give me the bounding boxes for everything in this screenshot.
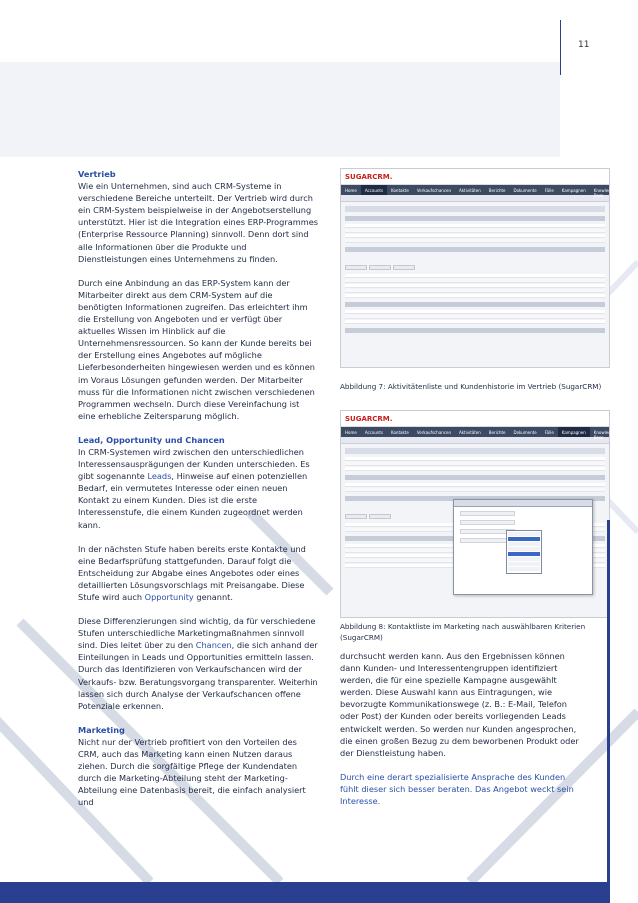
sugarcrm-logo: SUGARCRM.: [345, 414, 393, 423]
crm-row: [345, 488, 605, 492]
crm-button: [369, 514, 391, 519]
crm-nav-item: Home: [345, 188, 357, 193]
dropdown-option: [508, 547, 540, 551]
crm-nav-item: Dokumente: [513, 430, 537, 435]
crm-nav-item: Knowledge Base: [593, 430, 616, 440]
crm-subnav: [341, 195, 609, 202]
paragraph: In der nächsten Stufe haben bereits erste Kontakte und eine Bedarfsprüfung stattgefunden. Darauf folgt die Entscheidung zur Abgabe eines Angebotes oder eines detaillierten Lösungsvorschlags mit Preisangabe. Diese Stufe wird auch Opportunity genannt.: [78, 543, 306, 602]
crm-subnav: [341, 437, 609, 444]
crm-toolbar: [345, 448, 605, 454]
paragraph: Wie ein Unternehmen, sind auch CRM-Systeme in verschiedene Bereiche unterteilt. Der Vertrieb wird durch ein CRM-System beispielweise in der Angebotserstellung unterstützt. Hier ist die Integration eines ERP-Programmes (Enterprise Ressource Planning) sinnvoll. Denn dort sind alle Informationen über die Produkte und Dienstleistungen eines Unternehmens zu finden.: [78, 181, 319, 264]
crm-toolbar: [345, 206, 605, 212]
crm-row: [345, 294, 605, 298]
sugarcrm-logo: SUGARCRM.: [345, 172, 393, 181]
crm-nav-item: Kontakte: [391, 430, 409, 435]
crm-row: [345, 284, 605, 288]
crm-section-header: [345, 328, 605, 333]
paragraph: Diese Differenzierungen sind wichtig, da für verschiedene Stufen unterschiedliche Marketingmaßnahmen sinnvoll sind. Dies leitet über zu den Chancen, die sich anhand der Einteilungen in Leads und Opportunities ermitteln lassen. Durch das Identifizieren von Verkaufschancen wird der Verkaufs- bzw. Beratungsvorgang transparenter. Weiterhin lassen sich durch Analyse der Verkaufschancen offene Potenziale erkennen.: [78, 616, 318, 711]
crm-nav-item: Berichte: [488, 188, 506, 193]
dropdown-option: [508, 532, 540, 536]
term-opportunity: Opportunity: [144, 592, 194, 602]
crm-body: [341, 202, 609, 340]
figure-7-caption: Abbildung 7: Aktivitätenliste und Kundenhistorie im Vertrieb (SugarCRM): [340, 382, 602, 391]
crm-button: [345, 265, 367, 270]
dropdown-option: [508, 542, 540, 546]
dialog-header: [454, 500, 592, 507]
crm-row: [345, 457, 605, 461]
footer-bar: [0, 882, 610, 903]
dropdown-option: [508, 557, 540, 561]
crm-row: [345, 224, 605, 228]
dialog-field: [460, 511, 515, 516]
heading-lead-opportunity: Lead, Opportunity und Chancen: [78, 434, 225, 445]
figure-sugarcrm-contacts: [340, 410, 616, 618]
dropdown-option: [508, 567, 540, 571]
crm-button: [369, 265, 391, 270]
crm-button: [393, 265, 415, 270]
crm-section-header: [345, 247, 605, 252]
crm-row: [345, 462, 605, 466]
crm-nav: [341, 427, 616, 440]
crm-button: [345, 514, 367, 519]
crm-nav-item: Berichte: [488, 430, 506, 435]
paragraph: Durch eine Anbindung an das ERP-System kann der Mitarbeiter direkt aus dem CRM-System auf die benötigten Informationen zugreifen. Das erleichtert ihm die Erstellung von Angeboten und er verfügt über aktuelles Wissen im Hinblick auf die Unternehmensressourcen. So kann der Kunde bereits bei der Erstellung eines Angebotes auf mögliche Lieferbesonderheiten hingewiesen werden und es können im Voraus Lösungen gefunden werden. Der Mitarbeiter muss für die Informationen nicht zwischen verschiedenen Programmen wechseln. Durch diese Vereinfachung ist eine erhebliche Zeitersparung möglich.: [78, 277, 315, 421]
crm-row: [345, 229, 605, 233]
dropdown-option: [508, 552, 540, 556]
heading-vertrieb: Vertrieb: [78, 169, 116, 179]
crm-row: [345, 320, 605, 324]
crm-nav-item: Accounts: [361, 185, 387, 195]
crm-nav-item: Home: [345, 430, 357, 435]
criteria-dropdown-list: [506, 530, 542, 574]
heading-marketing: Marketing: [78, 724, 125, 735]
crm-row: [345, 234, 605, 238]
crm-row: [345, 279, 605, 283]
left-text-column: [78, 168, 318, 821]
right-vertical-rule: [607, 520, 610, 903]
crm-nav-item: Kontakte: [391, 188, 409, 193]
crm-nav-item: Fälle: [544, 188, 554, 193]
crm-section-header: [345, 216, 605, 221]
crm-section-header: [345, 302, 605, 307]
right-text-column: [340, 650, 580, 819]
paragraph: In CRM-Systemen wird zwischen den unterschiedlichen Interessensausprägungen der Kunden unterschieden. Es gibt sogenannte Leads, Hinweise auf einen potenziellen Bedarf, ein vermutetes Interesse oder einen neuen Kontakt zu einem Kunden. Dies ist die erste Interessenstufe, die einem Kunden zugeordnet werden kann.: [78, 446, 310, 530]
term-chancen: Chancen: [195, 640, 232, 651]
crm-nav-item: Kampagnen: [561, 188, 586, 193]
crm-nav-item: Dokumente: [513, 188, 537, 193]
crm-nav-item: Accounts: [364, 430, 384, 435]
crm-row: [345, 483, 605, 487]
crm-nav-item: Aktivitäten: [459, 430, 481, 435]
paragraph: durchsucht werden kann. Aus den Ergebnissen können dann Kunden- und Interessentengruppen identifiziert werden, die für eine spezielle Kampagne ausgewählt werden. Diese Auswahl kann aus Eintragungen, wie bevorzugte Kommunikationswege (z. B.: E-Mail, Telefon oder Post) der Kunden oder bereits vorliegenden Leads entwickelt werden. So werden nur Kunden angesprochen, die einen großen Bezug zu dem beworbenen Produkt oder der Dienstleistung haben.: [340, 651, 579, 758]
crm-nav-item: Verkaufschancen: [416, 430, 451, 435]
crm-nav: [341, 185, 616, 198]
crm-nav-item: Knowledge Base: [593, 188, 616, 198]
paragraph: Nicht nur der Vertrieb profitiert von den Vorteilen des CRM, auch das Marketing kann einen Nutzen daraus ziehen. Durch die sorgfältige Pflege der Kundendaten durch die Marketing-Abteilung steht der Marketing-Abteilung eine Datenbasis bereit, die einfach analysiert und: [78, 736, 306, 808]
term-leads: Leads: [147, 471, 172, 482]
crm-row: [345, 239, 605, 243]
figure-sugarcrm-activities: [340, 168, 616, 368]
crm-row: [345, 310, 605, 314]
page-number: 11: [578, 40, 590, 50]
crm-nav-item: Fälle: [544, 430, 554, 435]
crm-nav-item: Verkaufschancen: [416, 188, 451, 193]
figure-8-caption: Abbildung 8: Kontaktliste im Marketing nach auswählbaren Kriterien (SugarCRM): [340, 622, 586, 642]
crm-row: [345, 315, 605, 319]
crm-nav-item: Aktivitäten: [459, 188, 481, 193]
crm-header: [341, 169, 609, 185]
crm-nav-item: Kampagnen: [558, 427, 590, 437]
search-dialog: [453, 499, 593, 595]
crm-row: [345, 289, 605, 293]
dropdown-option: [508, 562, 540, 566]
highlight-paragraph: Durch eine derart spezialisierte Ansprache des Kunden fühlt dieser sich besser beraten. Das Angebot weckt sein Interesse.: [340, 771, 574, 807]
crm-row: [345, 274, 605, 278]
crm-section-header: [345, 475, 605, 480]
dialog-field: [460, 520, 515, 525]
crm-header: [341, 411, 609, 427]
crm-row: [345, 467, 605, 471]
dropdown-option: [508, 537, 540, 541]
